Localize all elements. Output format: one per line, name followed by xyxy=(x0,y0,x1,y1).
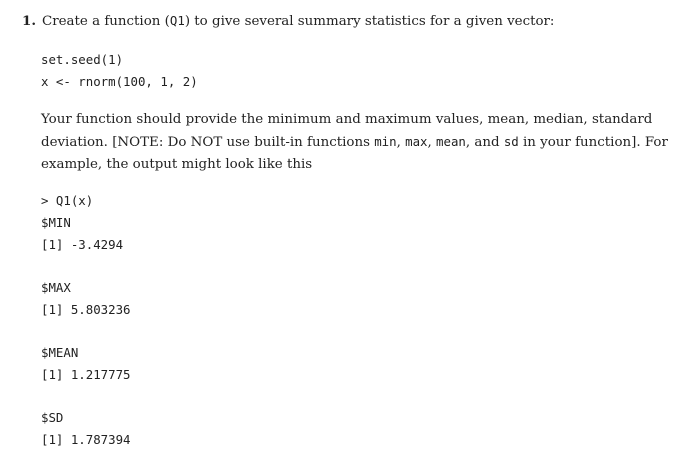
instructions-line xyxy=(41,131,668,154)
question-heading xyxy=(22,12,554,31)
output-line: $MIN xyxy=(41,215,71,230)
output-line: > Q1(x) xyxy=(41,193,94,208)
setup-code-line: set.seed(1) xyxy=(41,52,124,67)
separator: , xyxy=(396,135,406,150)
code-min: min xyxy=(374,134,397,149)
code-sd: sd xyxy=(503,134,519,149)
instructions-line: Your function should provide the minimum and maximum values, mean, median, standard xyxy=(41,112,653,127)
output-line: $MAX xyxy=(41,280,71,295)
code-mean: mean xyxy=(436,134,466,149)
instructions-paragraph xyxy=(41,109,668,176)
output-line: [1] 1.217775 xyxy=(41,367,131,382)
output-line: [1] -3.4294 xyxy=(41,237,124,252)
instructions-text: deviation. [NOTE: Do NOT use built-in functions xyxy=(41,135,375,150)
output-line: $SD xyxy=(41,410,64,425)
question-number: 1. xyxy=(22,13,36,29)
output-line: $MEAN xyxy=(41,345,79,360)
instructions-line: example, the output might look like this xyxy=(41,157,313,172)
question-intro-before: Create a function ( xyxy=(41,14,170,29)
output-line: [1] 1.787394 xyxy=(41,432,131,447)
code-max: max xyxy=(405,134,428,149)
function-name-inline: Q1 xyxy=(169,13,185,28)
separator: , and xyxy=(465,135,504,150)
setup-code-line: x <- rnorm(100, 1, 2) xyxy=(41,74,198,89)
question-intro-after: ) to give several summary statistics for a given vector: xyxy=(184,14,555,29)
instructions-text: in your function]. For xyxy=(518,135,668,150)
separator: , xyxy=(427,135,437,150)
output-line: [1] 5.803236 xyxy=(41,302,131,317)
